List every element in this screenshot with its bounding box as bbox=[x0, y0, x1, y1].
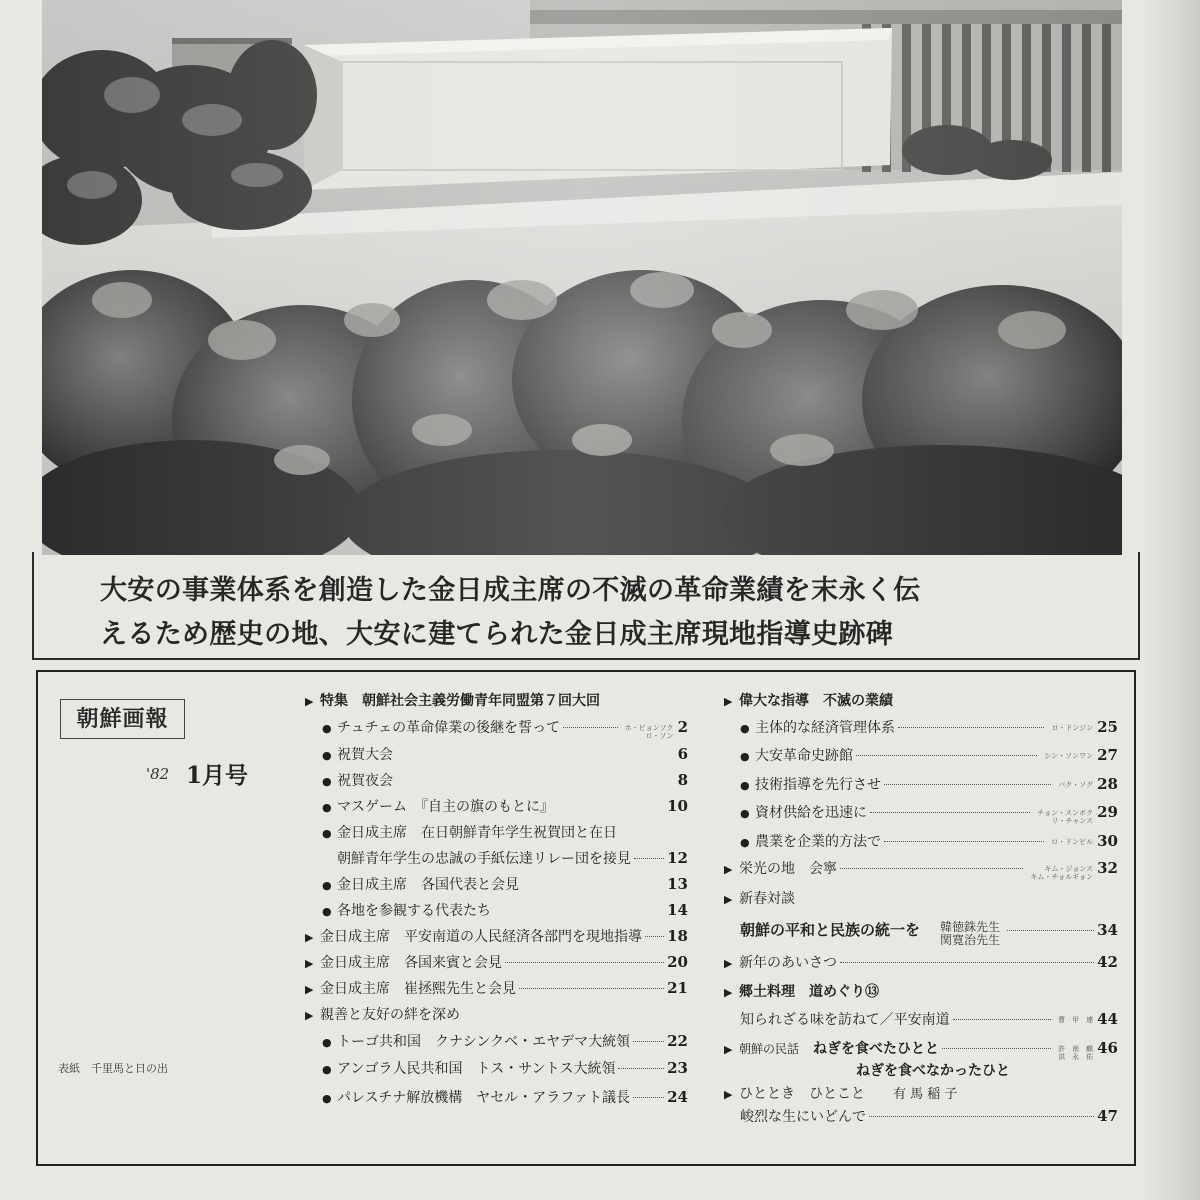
dot-bullet-icon: ● bbox=[740, 722, 750, 735]
toc-entry: ● 各地を参観する代表たち 14 bbox=[322, 901, 688, 919]
dot-bullet-icon: ● bbox=[740, 750, 750, 763]
toc-section: ▶ 親善と友好の絆を深め bbox=[305, 1007, 460, 1023]
toc-entry: 朝鮮の平和と民族の統一を 韓徳銖先生 関寛治先生 34 bbox=[740, 920, 1118, 947]
triangle-bullet-icon: ▶ bbox=[724, 695, 733, 708]
toc-entry: ● 技術指導を先行させ パク・ソグ 28 bbox=[740, 775, 1118, 793]
toc-feature-heading: ▶ 特集 朝鮮社会主義労働青年同盟第７回大回 bbox=[305, 693, 600, 709]
triangle-bullet-icon: ▶ bbox=[724, 986, 733, 999]
triangle-bullet-icon: ▶ bbox=[724, 1088, 733, 1101]
dot-bullet-icon: ● bbox=[322, 1063, 332, 1076]
page-edge-shadow bbox=[1140, 0, 1200, 1200]
magazine-title: 朝鮮画報 bbox=[60, 699, 185, 739]
dot-bullet-icon: ● bbox=[322, 801, 332, 814]
cover-credit: 表紙 千里馬と日の出 bbox=[58, 1062, 168, 1075]
toc-section: ▶ 郷土料理 道めぐり⑬ bbox=[724, 984, 879, 1000]
triangle-bullet-icon: ▶ bbox=[305, 931, 314, 944]
toc-entry-continued: 朝鮮青年学生の忠誠の手紙伝達リレー団を接見 12 bbox=[337, 849, 688, 867]
toc-entry: ● マスゲーム 『自主の旗のもとに』 10 bbox=[322, 797, 688, 815]
triangle-bullet-icon: ▶ bbox=[724, 957, 733, 970]
dot-bullet-icon: ● bbox=[322, 905, 332, 918]
toc-entry: ● 祝賀大会 6 bbox=[322, 745, 688, 763]
toc-entry: ● チュチェの革命偉業の後継を誓って ホ・ビョンソク ロ・ソン 2 bbox=[322, 718, 688, 740]
dot-bullet-icon: ● bbox=[322, 1036, 332, 1049]
caption-line-1: 大安の事業体系を創造した金日成主席の不滅の革命業績を末永く伝 bbox=[100, 575, 921, 606]
toc-entry: 峻烈な生にいどんで 47 bbox=[740, 1107, 1118, 1125]
triangle-bullet-icon: ▶ bbox=[305, 695, 314, 708]
toc-section: ▶ 金日成主席 平安南道の人民経済各部門を現地指導 18 bbox=[305, 927, 688, 945]
toc-section: ▶ 金日成主席 崔拯熙先生と会見 21 bbox=[305, 979, 688, 997]
dot-bullet-icon: ● bbox=[322, 722, 332, 735]
monument-photo-drawing bbox=[42, 0, 1122, 555]
toc-entry: ● 資材供給を迅速に チョン・スンボク リ・チャンス 29 bbox=[740, 803, 1118, 825]
dot-bullet-icon: ● bbox=[322, 827, 332, 840]
toc-entry: ● 主体的な経済管理体系 ロ・ドンジン 25 bbox=[740, 718, 1118, 736]
triangle-bullet-icon: ▶ bbox=[724, 863, 733, 876]
dot-bullet-icon: ● bbox=[322, 775, 332, 788]
toc-section: ▶ 新春対談 bbox=[724, 891, 795, 907]
issue-year: '82 bbox=[146, 765, 170, 783]
triangle-bullet-icon: ▶ bbox=[305, 983, 314, 996]
toc-entry: ● 金日成主席 各国代表と会見 13 bbox=[322, 875, 688, 893]
dot-bullet-icon: ● bbox=[322, 749, 332, 762]
dot-bullet-icon: ● bbox=[740, 807, 750, 820]
toc-section: ▶ 栄光の地 会寧 キム・ジョンス キム・チョルギョン 32 bbox=[724, 859, 1118, 881]
toc-section: ▶ 金日成主席 各国来賓と会見 20 bbox=[305, 953, 688, 971]
triangle-bullet-icon: ▶ bbox=[724, 1043, 733, 1056]
toc-entry: ● 祝賀夜会 8 bbox=[322, 771, 688, 789]
toc-entry: ● 大安革命史跡館 シン・ソンワン 27 bbox=[740, 746, 1118, 764]
dot-bullet-icon: ● bbox=[740, 779, 750, 792]
toc-entry: ● トーゴ共和国 クナシンクベ・エヤデマ大統領 22 bbox=[322, 1032, 688, 1050]
dot-bullet-icon: ● bbox=[740, 836, 750, 849]
monument-photo bbox=[42, 0, 1122, 555]
triangle-bullet-icon: ▶ bbox=[305, 957, 314, 970]
toc-entry: ● 金日成主席 在日朝鮮青年学生祝賀団と在日 bbox=[322, 825, 617, 841]
toc-section: ▶ 朝鮮の民話 ねぎを食べたひとと 許 南 麒 洪 永 佑 46 bbox=[724, 1039, 1118, 1061]
toc-section: ▶ 新年のあいさつ 42 bbox=[724, 953, 1118, 971]
issue-month: 1月号 bbox=[186, 762, 249, 789]
dot-bullet-icon: ● bbox=[322, 1092, 332, 1105]
toc-entry: ● パレスチナ解放機構 ヤセル・アラファト議長 24 bbox=[322, 1088, 688, 1106]
triangle-bullet-icon: ▶ bbox=[305, 1009, 314, 1022]
toc-entry: ● アンゴラ人民共和国 トス・サントス大統領 23 bbox=[322, 1059, 688, 1077]
toc-entry: ● 農業を企業的方法で ロ・ドンビル 30 bbox=[740, 832, 1118, 850]
toc-section: ▶ ひととき ひとこと 有 馬 稲 子 bbox=[724, 1086, 958, 1102]
caption-line-2: えるため歴史の地、大安に建てられた金日成主席現地指導史跡碑 bbox=[100, 619, 894, 650]
toc-entry-continued: ねぎを食べなかったひと bbox=[856, 1063, 1010, 1079]
dot-bullet-icon: ● bbox=[322, 879, 332, 892]
toc-entry: 知られざる味を訪ねて／平安南道 曹 甲 連 44 bbox=[740, 1010, 1118, 1028]
triangle-bullet-icon: ▶ bbox=[724, 893, 733, 906]
toc-section-heading: ▶ 偉大な指導 不滅の業績 bbox=[724, 693, 893, 709]
